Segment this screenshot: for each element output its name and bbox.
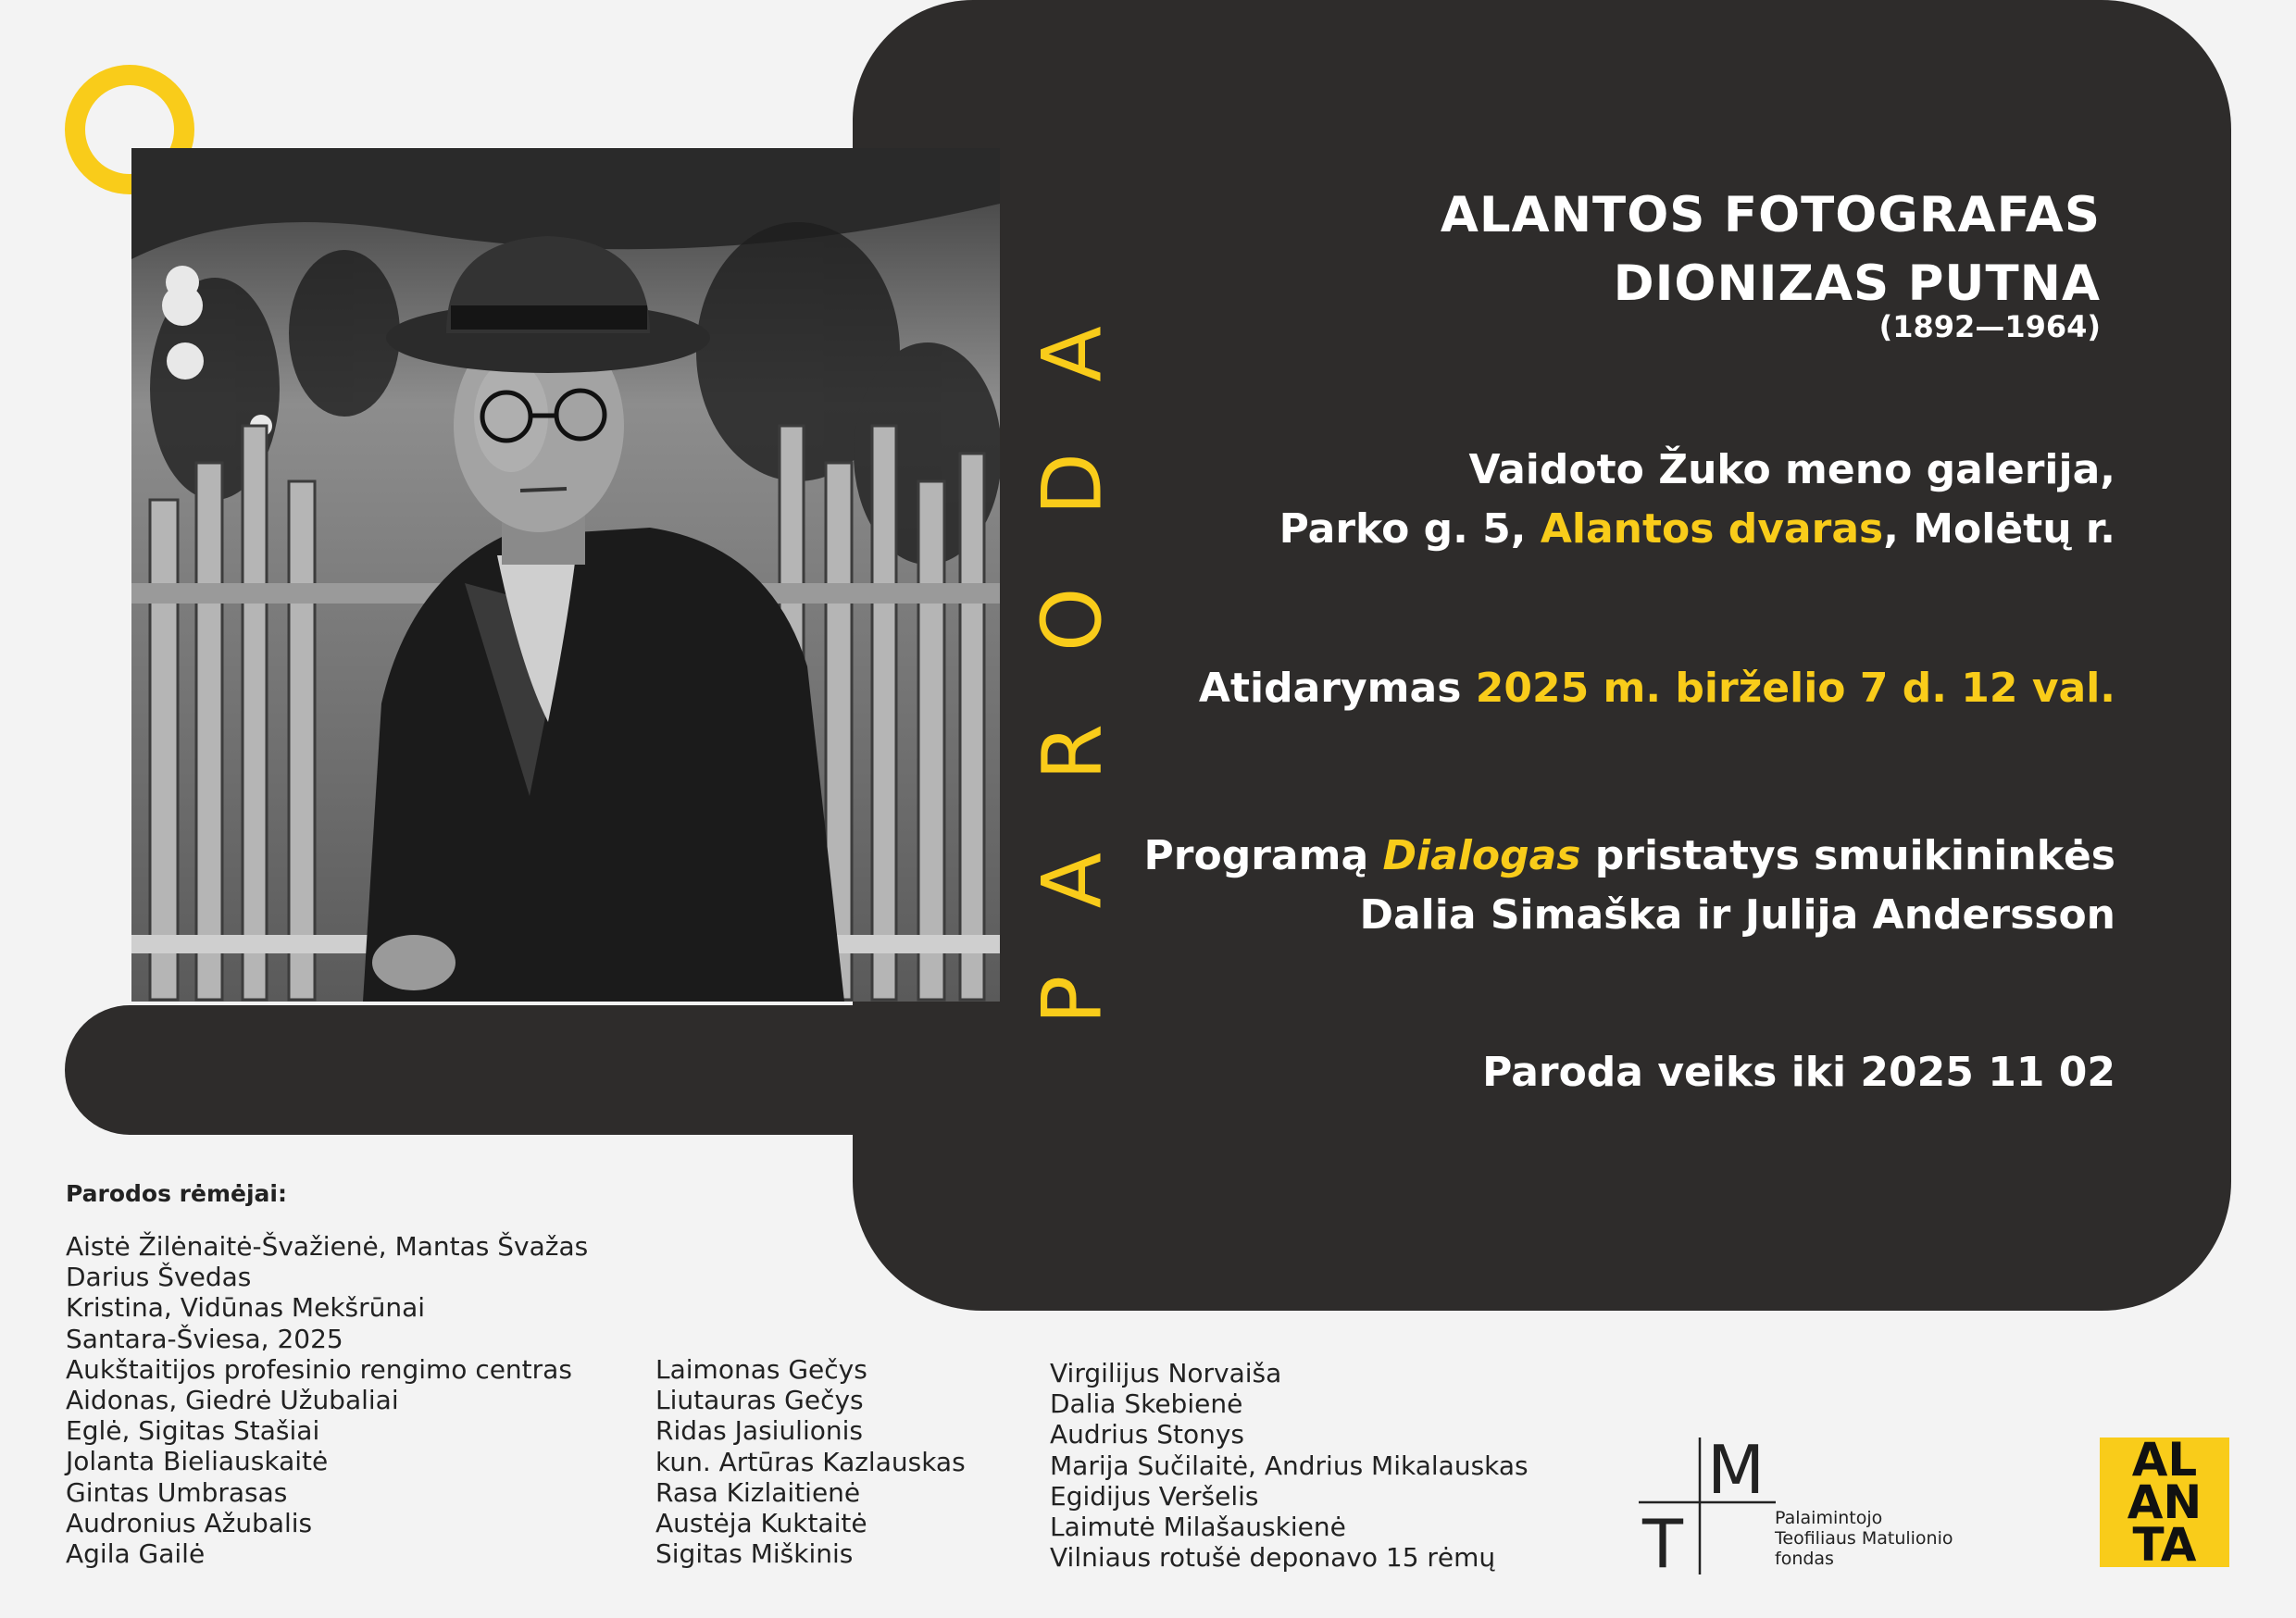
tm-name-line: Palaimintojo <box>1775 1508 1883 1528</box>
venue-block <box>1279 441 2115 559</box>
sponsors-column-1 <box>66 1231 588 1569</box>
tm-foundation-name <box>1775 1508 1953 1569</box>
life-years: (1892—1964) <box>1878 309 2101 344</box>
dark-bar <box>65 1005 991 1135</box>
venue-address: Parko g. 5, <box>1279 505 1541 553</box>
sponsor-name: Eglė, Sigitas Stašiai <box>66 1415 320 1447</box>
sponsor-name: Aistė Žilėnaitė-Švažienė, Mantas Švažas <box>66 1231 589 1262</box>
program-after: pristatys smuikininkės <box>1580 832 2115 879</box>
venue-line-1: Vaidoto Žuko meno galerija, <box>1468 446 2115 493</box>
vertical-paroda-heading <box>1026 176 1118 1101</box>
sponsor-name: Laimutė Milašauskienė <box>1050 1512 1346 1543</box>
sponsor-name: Jolanta Bieliauskaitė <box>66 1446 329 1477</box>
sponsor-name: Dalia Skebienė <box>1050 1388 1243 1420</box>
opening-datetime: 2025 m. birželio 7 d. 12 val. <box>1475 665 2115 712</box>
sponsor-name: Liutauras Gečys <box>655 1385 864 1416</box>
sponsor-name: Audrius Stonys <box>1050 1419 1244 1450</box>
sponsor-name: Rasa Kizlaitienė <box>655 1476 861 1508</box>
sponsor-name: Marija Sučilaitė, Andrius Mikalauskas <box>1050 1450 1529 1481</box>
title-line-2: DIONIZAS PUTNA <box>1613 255 2101 312</box>
sponsor-name: Virgilijus Norvaiša <box>1050 1358 1282 1388</box>
opening-label: Atidarymas <box>1198 665 1476 712</box>
program-before: Programą <box>1143 832 1383 879</box>
sponsor-name: Kristina, Vidūnas Mekšrūnai <box>66 1292 426 1324</box>
venue-manor: Alantos dvaras <box>1540 505 1884 553</box>
sponsor-name: Sigitas Miškinis <box>655 1538 854 1570</box>
tm-foundation-logo <box>1639 1438 1778 1576</box>
exhibition-title <box>1441 181 2101 318</box>
tm-logo-t: T <box>1642 1505 1683 1576</box>
sponsor-name: Laimonas Gečys <box>655 1354 867 1385</box>
program-name: Dialogas <box>1382 832 1581 879</box>
sponsor-name: Aidonas, Giedrė Užubaliai <box>66 1385 399 1416</box>
sponsor-name: Santara-Šviesa, 2025 <box>66 1323 343 1354</box>
sponsor-name: Austėja Kuktaitė <box>655 1508 867 1539</box>
sponsor-name: Darius Švedas <box>66 1262 252 1293</box>
alanta-logo-line: AL <box>2131 1433 2198 1487</box>
portrait-illustration <box>131 148 1000 1002</box>
portrait-photo <box>131 148 1000 1002</box>
program-info <box>1144 827 2115 945</box>
exhibition-until: Paroda veiks iki 2025 11 02 <box>1482 1049 2115 1096</box>
venue-line-2 <box>1279 500 2115 559</box>
sponsor-name: Ridas Jasiulionis <box>655 1415 863 1447</box>
sponsor-name: Egidijus Veršelis <box>1050 1480 1259 1512</box>
vertical-paroda-text: PARODA <box>1024 253 1120 1025</box>
alanta-logo-line: AN <box>2127 1475 2202 1529</box>
sponsors-heading: Parodos rėmėjai: <box>66 1180 287 1207</box>
alanta-logo-line: TA <box>2132 1518 2197 1572</box>
sponsors-column-3 <box>1050 1358 1529 1573</box>
title-line-1: ALANTOS FOTOGRAFAS <box>1440 187 2101 243</box>
program-line-2: Dalia Simaška ir Julija Andersson <box>1359 891 2115 939</box>
sponsor-name: Agila Gailė <box>66 1538 206 1570</box>
sponsor-name: kun. Artūras Kazlauskas <box>655 1446 966 1477</box>
alanta-logo <box>2100 1433 2229 1572</box>
opening-info <box>1199 665 2115 712</box>
sponsor-name: Vilniaus rotušė deponavo 15 rėmų <box>1050 1542 1496 1574</box>
tm-name-line: fondas <box>1775 1549 1834 1569</box>
sponsor-name: Audronius Ažubalis <box>66 1507 313 1538</box>
venue-district: , Molėtų r. <box>1883 505 2115 553</box>
tm-name-line: Teofiliaus Matulionio <box>1775 1528 1953 1549</box>
sponsor-name: Aukštaitijos profesinio rengimo centras <box>66 1353 572 1385</box>
sponsor-name: Gintas Umbrasas <box>66 1476 288 1508</box>
tm-logo-m: M <box>1707 1438 1766 1509</box>
sponsors-column-2 <box>655 1354 966 1569</box>
program-line-1 <box>1144 827 2115 886</box>
